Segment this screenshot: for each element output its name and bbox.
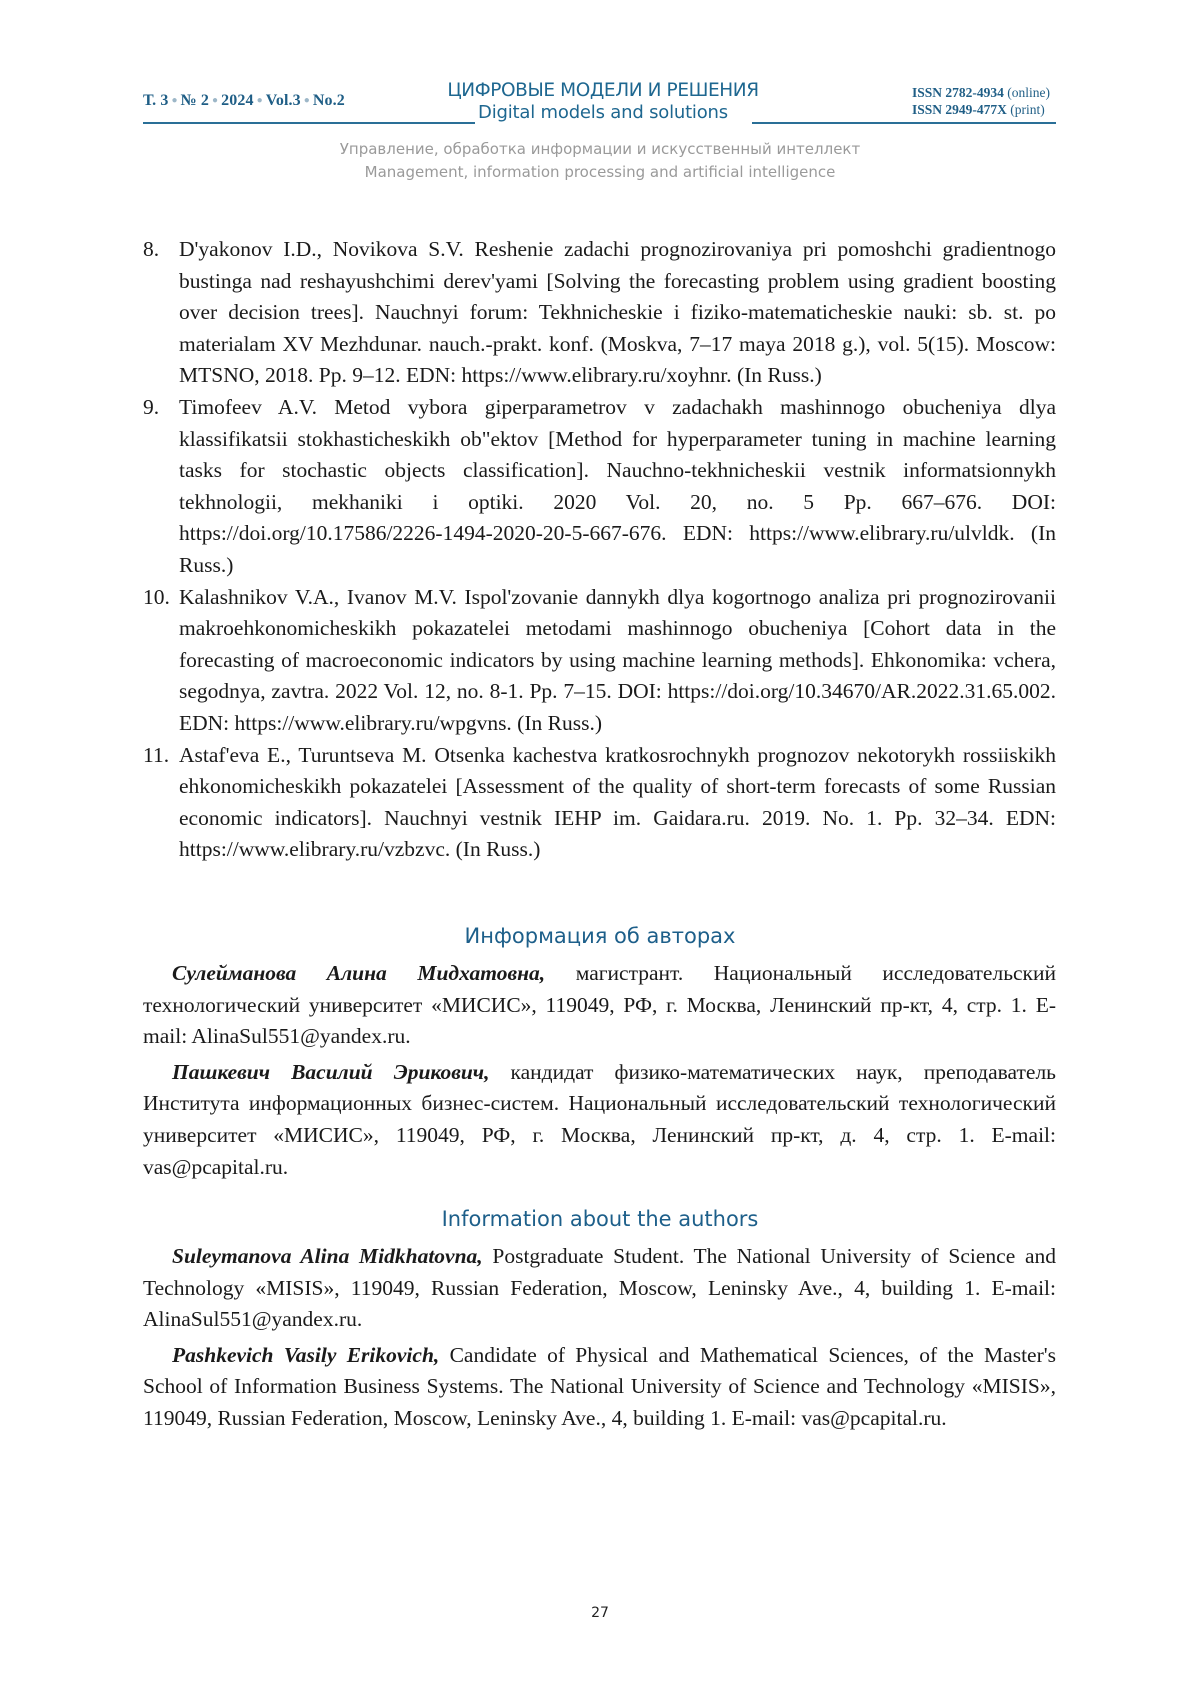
- reference-number: 9.: [143, 394, 160, 419]
- author-details: Postgraduate Student. The National University of Science and Technology «MISIS», 119049, Russian Federation, Moscow, Leninsky Ave., 4, building 1. E-mail: AlinaSul551@yandex.ru.: [143, 1244, 1056, 1332]
- header-rule-mid-left: [443, 122, 475, 124]
- issue-info: [143, 92, 345, 110]
- journal-title: [418, 80, 788, 124]
- reference-number: 11.: [143, 742, 170, 767]
- issue-number-en: No.2: [312, 92, 345, 109]
- reference-number: 8.: [143, 237, 160, 261]
- journal-title-ru: ЦИФРОВЫЕ МОДЕЛИ И РЕШЕНИЯ: [447, 80, 759, 101]
- author-entry: [143, 1057, 1056, 1183]
- subtitle-en: Management, information processing and artificial intelligence: [364, 163, 836, 181]
- authors-heading-ru: Информация об авторах: [464, 924, 736, 948]
- author-name: Сулейманова Алина Мидхатовна,: [172, 961, 546, 985]
- reference-number: 10.: [143, 584, 170, 609]
- page-number: 27: [591, 1605, 609, 1621]
- author-details: магистрант. Национальный исследовательский технологический университет «МИСИС», 119049, РФ, г. Москва, Ленинский пр-кт, 4, стр. 1. E-mail: AlinaSul551@yandex.ru.: [143, 961, 1056, 1049]
- issue-volume-ru: Т. 3: [143, 92, 169, 109]
- section-subtitle: [0, 138, 1200, 184]
- author-details: кандидат физико-математических наук, преподаватель Института информационных бизнес-систем. Национальный исследовательский технологический университет «МИСИС», 119049, РФ, г. Москва, Ленинский пр-кт, д. 4, стр. 1. E-mail: vas@pcapital.ru.: [143, 1059, 1056, 1179]
- author-details: Candidate of Physical and Mathematical Sciences, of the Master's School of Information Business Systems. The National University of Science and Technology «MISIS», 119049, Russian Federation, Moscow, Leninsky Ave., 4, building 1. E-mail: vas@pcapital.ru.: [143, 1342, 1056, 1430]
- reference-text: D'yakonov I.D., Novikova S.V. Reshenie zadachi prognozirovaniya pri pomoshchi gradientnogo bustinga nad reshayushchimi derev'yami [Solving the forecasting problem using gradient boosting over decision trees]. Nauchnyi forum: Tekhnicheskie i fiziko-matematicheskie nauki: sb. st. po materialam XV Mezhdunar. nauch.-prakt. konf. (Moskva, 7–17 maya 2018 g.), vol. 5(15). Moscow: MTSNO, 2018. Pp. 9–12. EDN: https://www.elibrary.ru/xoyhnr. (In Russ.): [179, 237, 1056, 388]
- author-name: Пашкевич Василий Эрикович,: [172, 1059, 490, 1084]
- authors-ru: [143, 958, 1056, 1187]
- author-name: Suleymanova Alina Midkhatovna,: [172, 1244, 483, 1268]
- header-rule-right: [752, 122, 1056, 124]
- issue-year: 2024: [221, 92, 254, 109]
- reference-list: [143, 234, 1056, 866]
- issn-block: [912, 84, 1050, 118]
- reference-item: [143, 392, 1056, 582]
- reference-text: Kalashnikov V.A., Ivanov M.V. Ispol'zovanie dannykh dlya kogortnogo analiza pri prognozirovanii makroehkonomicheskikh pokazatelei metodami mashinnogo obucheniya [Cohort data in the forecasting of macroeconomic indicators by using machine learning methods]. Ehkonomika: vchera, segodnya, zavtra. 2022 Vol. 12, no. 8-1. Pp. 7–15. DOI: https://doi.org/10.34670/AR.2022.31.65.002. EDN: https://www.elibrary.ru/wpgvns. (In Russ.): [179, 584, 1056, 735]
- separator-dot-icon: ●: [212, 95, 219, 106]
- issn-online-number: ISSN 2782-4934: [912, 85, 1004, 100]
- author-entry: [143, 1241, 1056, 1336]
- reference-text: Timofeev A.V. Metod vybora giperparametrov v zadachakh mashinnogo obucheniya dlya klassifikatsii stokhasticheskikh ob"ektov [Method for hyperparameter tuning in machine learning tasks for stochastic objects classification]. Nauchno-tekhnicheskii vestnik informatsionnykh tekhnologii, mekhaniki i optiki. 2020 Vol. 20, no. 5 Pp. 667–676. DOI: https://doi.org/10.17586/2226-1494-2020-20-5-667-676. EDN: https://www.elibrary.ru/ulvldk. (In Russ.): [179, 394, 1056, 577]
- reference-item: [143, 740, 1056, 866]
- author-entry: [143, 958, 1056, 1053]
- separator-dot-icon: ●: [256, 95, 263, 106]
- issn-print-type: (print): [1010, 102, 1045, 117]
- author-name: Pashkevich Vasily Erikovich,: [172, 1342, 440, 1367]
- reference-text: Astaf'eva E., Turuntseva M. Otsenka kachestva kratkosrochnykh prognozov nekotorykh rossiiskikh ehkonomicheskikh pokazatelei [Assessment of the quality of short-term forecasts of some Russian economic indicators]. Nauchnyi vestnik IEHP im. Gaidara.ru. 2019. No. 1. Pp. 32–34. EDN: https://www.elibrary.ru/vzbzvc. (In Russ.): [179, 742, 1056, 862]
- separator-dot-icon: ●: [303, 95, 310, 106]
- authors-heading-en: Information about the authors: [441, 1207, 759, 1231]
- author-entry: [143, 1340, 1056, 1435]
- issue-number-ru: № 2: [180, 92, 210, 109]
- issue-volume-en: Vol.3: [265, 92, 301, 109]
- reference-item: [143, 234, 1056, 392]
- issn-print-number: ISSN 2949-477X: [912, 102, 1007, 117]
- header-rule-left: [143, 122, 443, 124]
- journal-title-en: Digital models and solutions: [478, 102, 728, 123]
- separator-dot-icon: ●: [171, 95, 178, 106]
- subtitle-ru: Управление, обработка информации и искусственный интеллект: [339, 140, 861, 158]
- authors-en: [143, 1241, 1056, 1439]
- issn-print: [912, 101, 1050, 118]
- reference-item: [143, 582, 1056, 740]
- issn-online: [912, 84, 1050, 101]
- issn-online-type: (online): [1007, 85, 1051, 100]
